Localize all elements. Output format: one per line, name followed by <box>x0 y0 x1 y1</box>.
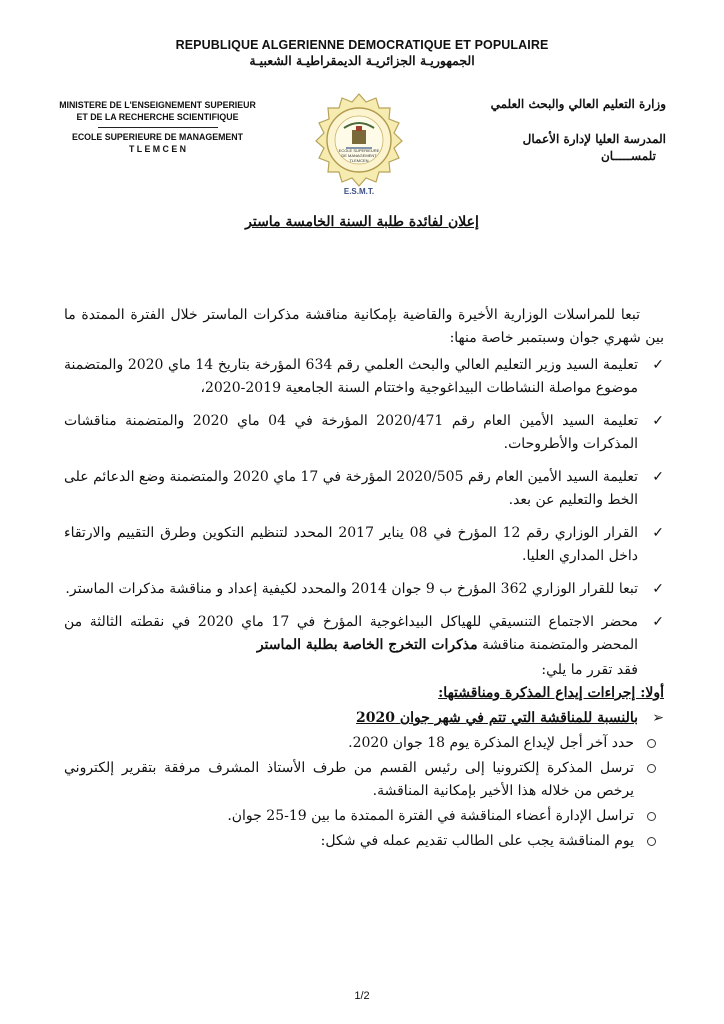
list-item: يوم المناقشة يجب على الطالب تقديم عمله في شكل: <box>64 830 664 853</box>
city-ar: تلمســـــان <box>600 149 656 163</box>
list-item: تراسل الإدارة أعضاء المناقشة في الفترة الممتدة ما بين 19-25 جوان. <box>64 805 664 828</box>
header-french-title: REPUBLIQUE ALGERIENNE DEMOCRATIQUE ET POPULAIRE <box>175 38 549 52</box>
notice-title: إعلان لفائدة طلبة السنة الخامسة ماستر <box>245 214 479 230</box>
checkmark-icon: ✓ <box>652 357 664 373</box>
city-fr: T L E M C E N <box>128 143 187 154</box>
intro-paragraph: تبعا للمراسلات الوزارية الأخيرة والقاضية بإمكانية مناقشة مذكرات الماستر خلال الفترة الممتدة ما بين شهري جوان وسبتمبر خاصة منها: <box>64 307 664 346</box>
ministry-ar: وزارة التعليم العالي والبحث العلمي <box>490 97 666 111</box>
left-institution-block <box>55 100 260 155</box>
logo-line-2: DE MANAGEMENT <box>341 153 377 158</box>
checkmark-icon: ✓ <box>652 469 664 485</box>
list-item: ✓ القرار الوزاري رقم 12 المؤرخ في 08 يناير 2017 المحدد لتنظيم التكوين وطرق التقييم والارتقاء داخل المداري العليا. <box>64 522 664 568</box>
school-logo <box>300 88 418 200</box>
header-arabic-title: الجمهوريـة الجزائريـة الديمقراطيـة الشعبيـة <box>249 53 475 68</box>
logo-line-1: ECOLE SUPERIEURE <box>338 148 380 153</box>
list-item: حدد آخر أجل لإيداع المذكرة يوم 18 جوان 2020. <box>64 732 664 755</box>
checkmark-icon: ✓ <box>652 614 664 630</box>
graduation-memoirs-bold: مذكرات التخرج الخاصة بطلبة الماستر <box>256 637 478 653</box>
list-item: ✓ تعليمة السيد الأمين العام رقم 2020/505 المؤرخة في 17 ماي 2020 والمتضمنة وضع الدعائم على الخط والتعليم عن بعد. <box>64 466 664 512</box>
notice-body <box>64 304 664 853</box>
circle-bullet-icon <box>647 812 656 821</box>
list-item: ترسل المذكرة إلكترونيا إلى رئيس القسم من طرف الأستاذ المشرف مرفقة بتقرير إلكتروني يرخص من خلاله هذا الأخير بإمكانية المناقشة. <box>64 757 664 803</box>
right-institution-block <box>446 96 666 165</box>
school-name-fr: ECOLE SUPERIEURE DE MANAGEMENT <box>71 132 244 142</box>
section-title-1: أولا: إجراءات إيداع المذكرة ومناقشتها: <box>438 685 664 701</box>
checkmark-icon: ✓ <box>652 525 664 541</box>
checkmark-icon: ✓ <box>652 581 664 597</box>
page-number: 1/2 <box>354 990 370 1002</box>
school-name-ar: المدرسة العليا لإدارة الأعمال <box>522 132 666 146</box>
decision-line: فقد تقرر ما يلي: <box>541 662 638 678</box>
logo-line-3: TLEMCEN <box>349 158 369 163</box>
ministry-line-1: MINISTERE DE L'ENSEIGNEMENT SUPERIEUR <box>59 100 256 110</box>
checkmark-icon: ✓ <box>652 413 664 429</box>
list-item: ✓ تبعا للقرار الوزاري 362 المؤرخ ب 9 جوان 2014 والمحدد لكيفية إعداد و مناقشة مذكرات الماستر. <box>64 578 664 601</box>
seal-icon <box>300 88 418 200</box>
divider <box>98 127 218 128</box>
circle-bullet-icon <box>647 764 656 773</box>
list-item: ✓ تعليمة السيد الأمين العام رقم 2020/471 المؤرخة في 04 ماي 2020 والمتضمنة مناقشات المذكرات والأطروحات. <box>64 410 664 456</box>
circle-bullet-icon <box>647 837 656 846</box>
arrow-bullet-icon: ➢ <box>652 710 664 726</box>
ministry-line-2: ET DE LA RECHERCHE SCIENTIFIQUE <box>76 111 239 122</box>
logo-abbr: E.S.M.T. <box>343 187 375 196</box>
list-item: ✓ تعليمة السيد وزير التعليم العالي والبحث العلمي رقم 634 المؤرخة بتاريخ 14 ماي 2020 والمتضمنة موضوع مواصلة النشاطات البيداغوجية واختتام السنة الجامعية 2019-2020، <box>64 354 664 400</box>
list-item: ✓ محضر الاجتماع التنسيقي للهياكل البيداغوجية المؤرخ في 17 ماي 2020 في نقطته الثالثة من المحضر والمتضمنة مناقشة مذكرات التخرج الخاصة بطلبة الماستر <box>64 611 664 657</box>
subsection-heading: ➢ بالنسبة للمناقشة التي تتم في شهر جوان 2020 <box>64 707 664 730</box>
circle-bullet-icon <box>647 739 656 748</box>
